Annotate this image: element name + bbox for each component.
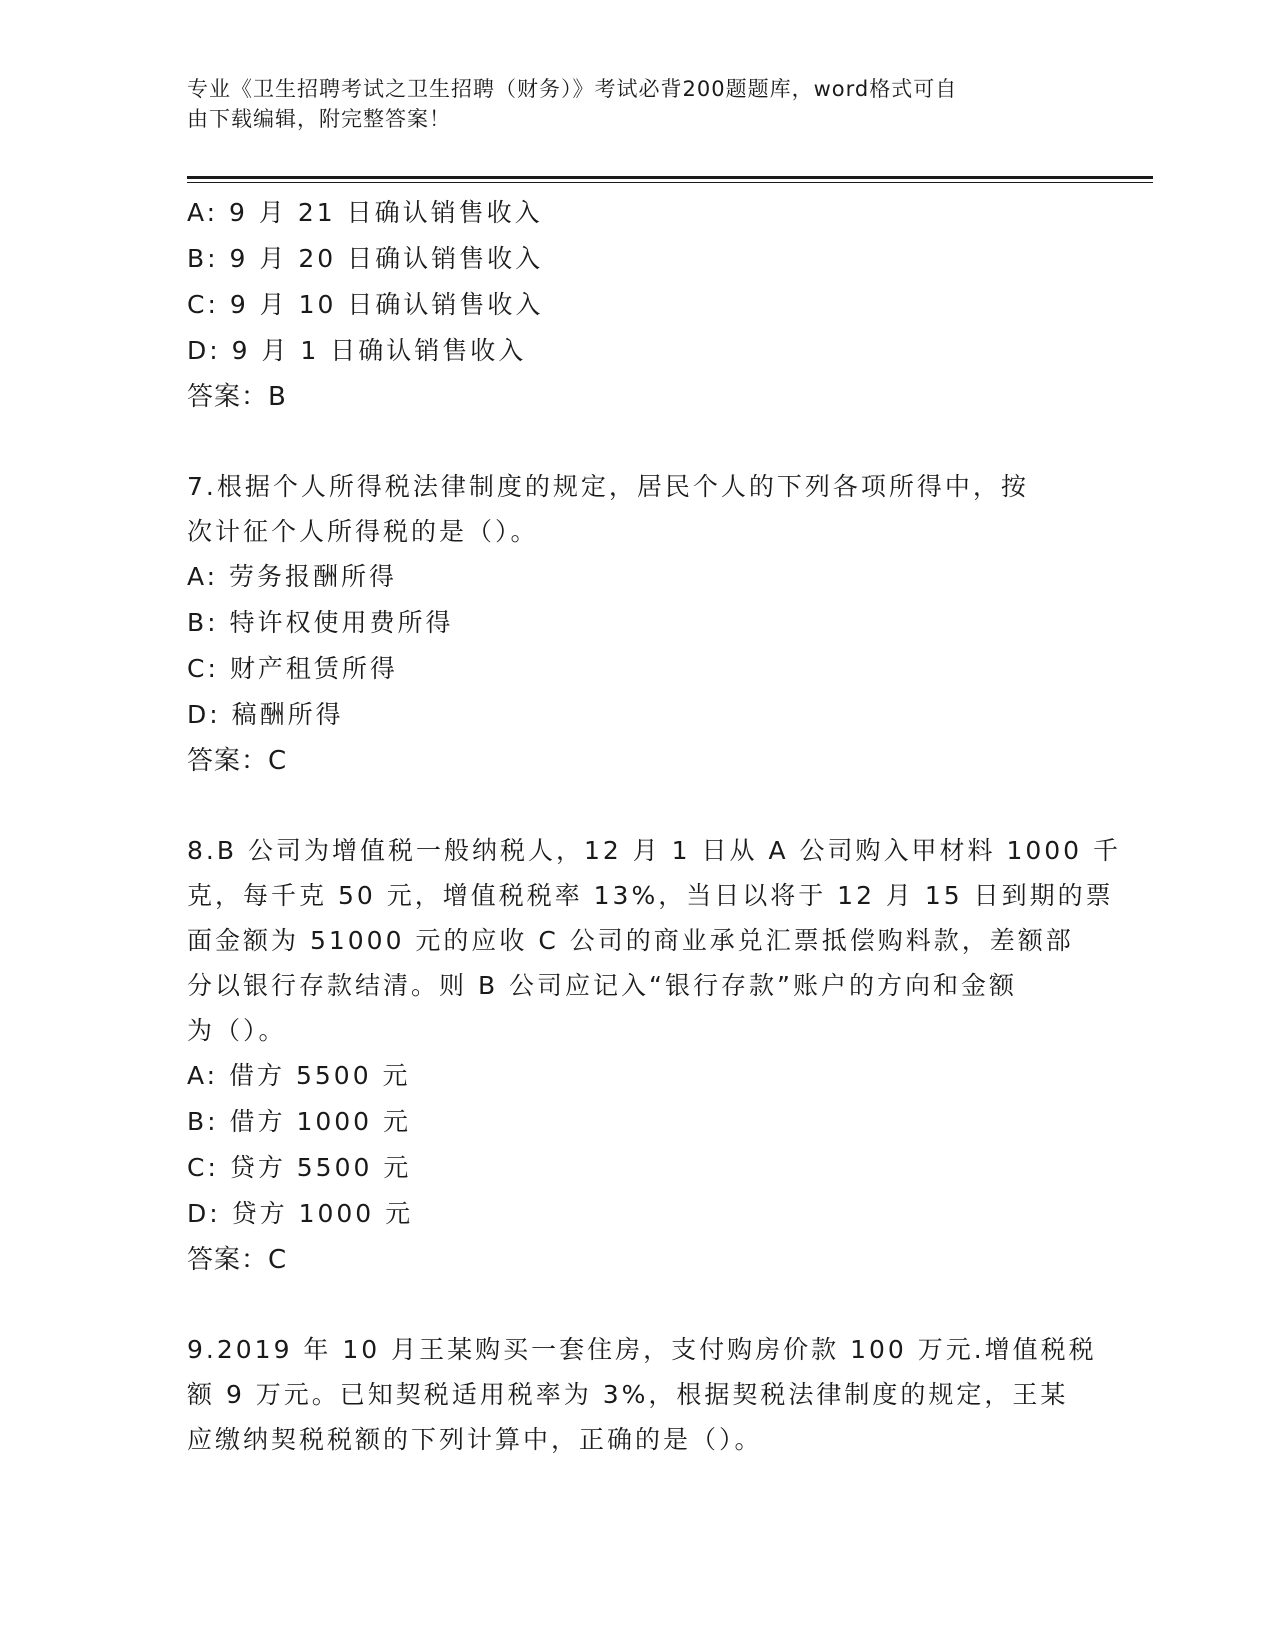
option-b: B: 借方 1000 元 [187,1107,412,1136]
spacer [187,1283,1087,1327]
option-d: D: 9 月 1 日确认销售收入 [187,336,527,365]
option-b: B: 9 月 20 日确认销售收入 [187,244,544,273]
document-body [187,190,1122,1462]
question-7-text-line-2: 次计征个人所得税的是（）。 [187,517,539,546]
document-header [187,74,1067,134]
question-7-text-line-1: 7.根据个人所得税法律制度的规定，居民个人的下列各项所得中，按 [187,472,1029,501]
question-8-block [187,828,1122,1283]
option-b: B: 特许权使用费所得 [187,608,454,637]
question-7-block [187,464,1087,784]
question-6-block [187,190,1087,420]
answer-line: 答案：C [187,1245,288,1275]
question-8-text-line-1: 8.B 公司为增值税一般纳税人，12 月 1 日从 A 公司购入甲材料 1000 千 [187,836,1122,865]
option-d: D: 贷方 1000 元 [187,1199,414,1228]
question-9-text-line-2: 额 9 万元。已知契税适用税率为 3%，根据契税法律制度的规定，王某 [187,1380,1069,1409]
option-a: A: 借方 5500 元 [187,1061,411,1090]
spacer [187,420,1087,464]
question-8-text-line-5: 为（）。 [187,1016,287,1045]
option-a: A: 劳务报酬所得 [187,562,398,591]
answer-line: 答案：B [187,382,287,412]
spacer [187,784,1087,828]
option-d: D: 稿酬所得 [187,700,344,729]
option-c: C: 9 月 10 日确认销售收入 [187,290,544,319]
header-divider-thick [187,176,1153,179]
question-9-block [187,1327,1097,1462]
question-8-text-line-4: 分以银行存款结清。则 B 公司应记入“银行存款”账户的方向和金额 [187,971,1017,1000]
header-line-1: 专业《卫生招聘考试之卫生招聘（财务）》考试必背200题题库，word格式可自 [187,77,958,101]
option-c: C: 贷方 5500 元 [187,1153,412,1182]
question-8-text-line-2: 克，每千克 50 元，增值税税率 13%，当日以将于 12 月 15 日到期的票 [187,881,1114,910]
question-8-text-line-3: 面金额为 51000 元的应收 C 公司的商业承兑汇票抵偿购料款，差额部 [187,926,1074,955]
question-9-text-line-1: 9.2019 年 10 月王某购买一套住房，支付购房价款 100 万元.增值税税 [187,1335,1097,1364]
option-a: A: 9 月 21 日确认销售收入 [187,198,543,227]
question-9-text-line-3: 应缴纳契税税额的下列计算中，正确的是（）。 [187,1425,763,1454]
header-divider-thin [187,182,1153,183]
answer-line: 答案：C [187,746,288,776]
option-c: C: 财产租赁所得 [187,654,398,683]
header-line-2: 由下载编辑，附完整答案！ [187,107,451,131]
